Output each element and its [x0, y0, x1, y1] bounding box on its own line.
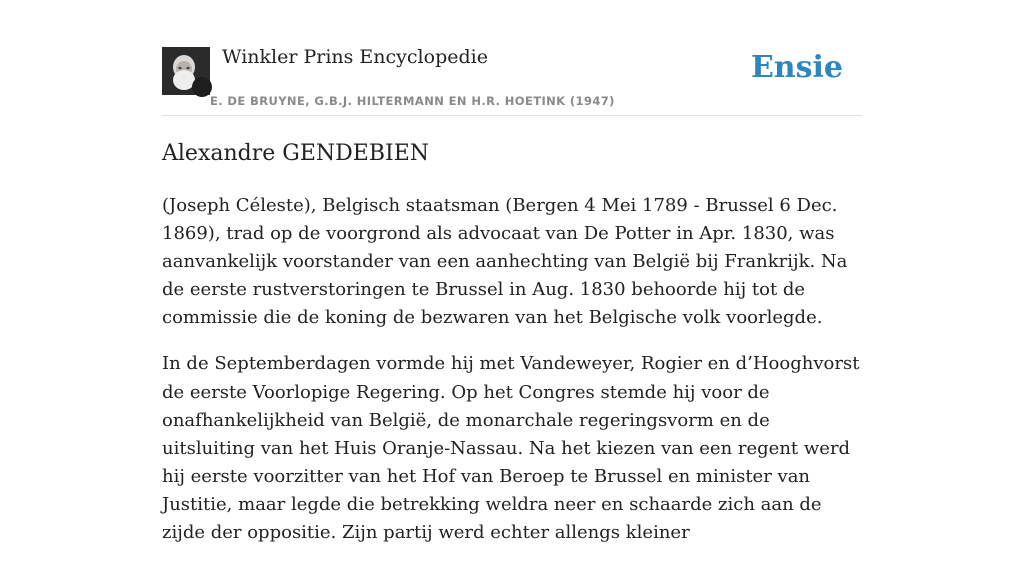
article-paragraph: In de Septemberdagen vormde hij met Vandeweyer, Rogier en d’Hooghvorst de eerste Voorlopige Regering. Op het Congres stemde hij voor de onafhankelijkheid van België, de monarchale regeringsvorm en de uitsluiting van het Huis Oranje-Nassau. Na het kiezen van een regent werd hij eerste voorzitter van het Hof van Beroep te Brussel en minister van Justitie, maar legde die betrekking weldra neer en schaarde zich aan de zijde der oppositie. Zijn partij werd echter allengs kleiner [162, 353, 860, 544]
brand-logo[interactable]: Ensie [750, 50, 843, 85]
article-body [162, 138, 862, 565]
portrait-image [162, 47, 210, 95]
article-title: Alexandre GENDEBIEN [162, 141, 429, 166]
article-paragraph: (Joseph Céleste), Belgisch staatsman (Bergen 4 Mei 1789 - Brussel 6 Dec. 1869), trad op de voorgrond als advocaat van De Potter in Apr. 1830, was aanvankelijk voorstander van een aanhechting van België bij Frankrijk. Na de eerste rustverstoringen te Brussel in Aug. 1830 behoorde hij tot de commissie die de koning de bezwaren van het Belgische volk voorlegde. [162, 195, 848, 329]
site-header [162, 0, 862, 116]
site-title[interactable]: Winkler Prins Encyclopedie [222, 46, 488, 68]
authors-credit: E. DE BRUYNE, G.B.J. HILTERMANN EN H.R. HOETINK (1947) [210, 94, 615, 108]
author-avatar [162, 47, 210, 95]
